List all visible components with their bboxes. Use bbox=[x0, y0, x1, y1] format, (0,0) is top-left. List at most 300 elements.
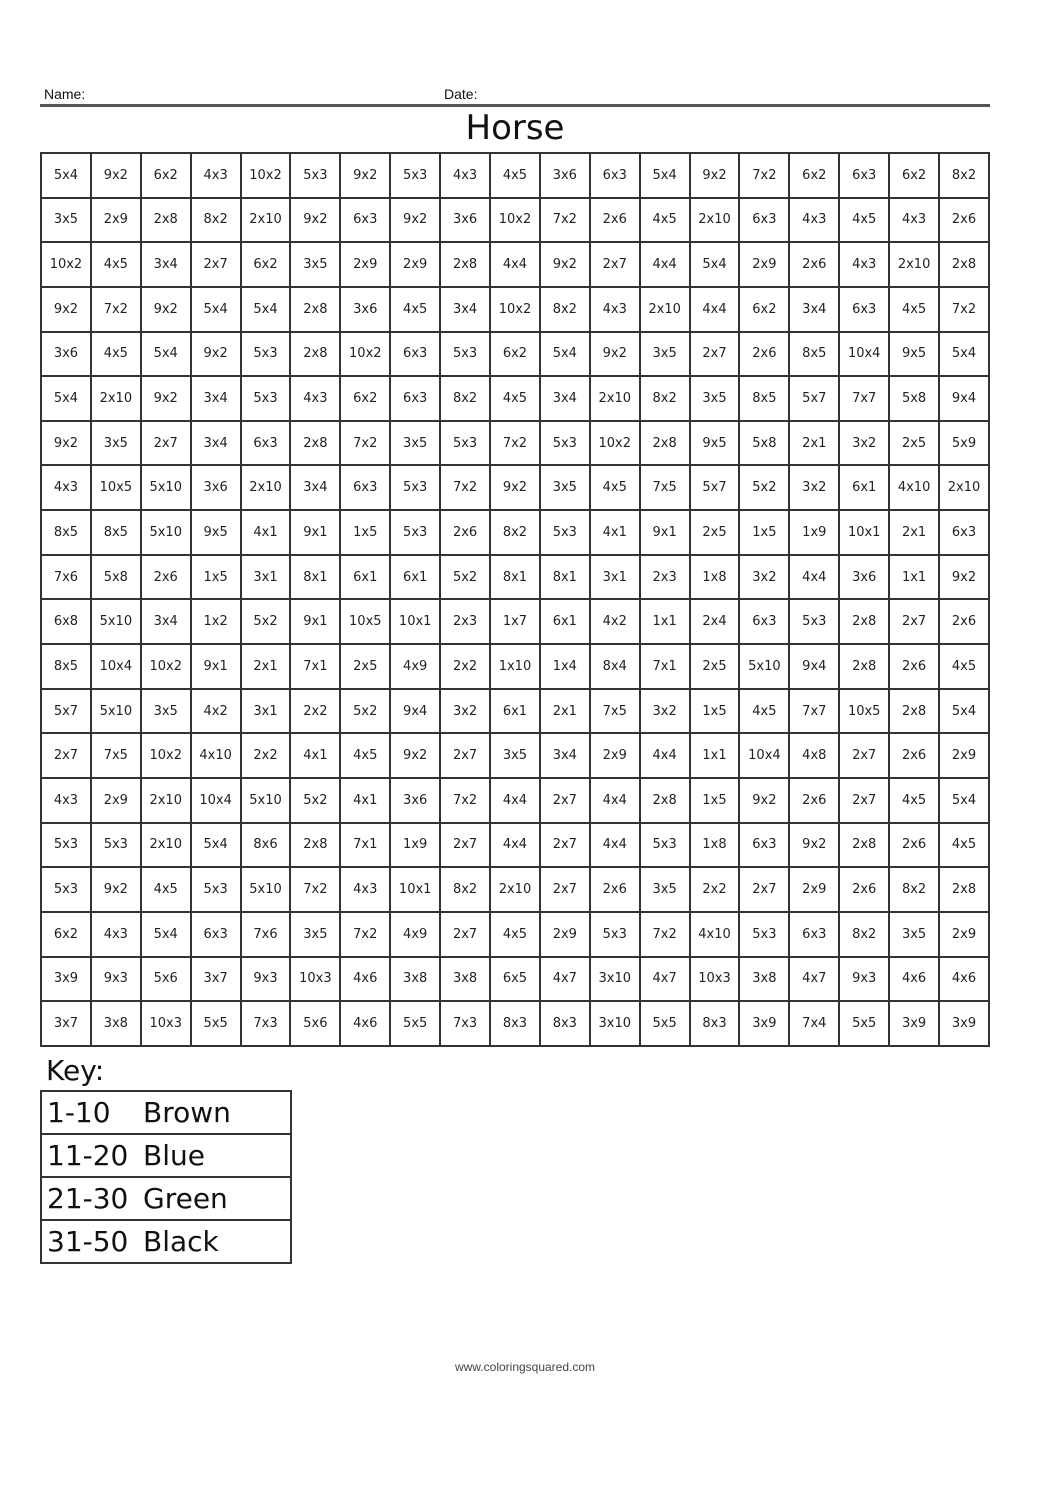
grid-cell: 4x2 bbox=[191, 689, 241, 734]
grid-row bbox=[41, 733, 989, 778]
grid-cell: 6x1 bbox=[490, 689, 540, 734]
grid-cell: 3x5 bbox=[141, 689, 191, 734]
grid-cell: 5x4 bbox=[640, 153, 690, 198]
grid-cell: 4x4 bbox=[690, 287, 740, 332]
grid-cell: 2x3 bbox=[640, 555, 690, 600]
grid-cell: 4x5 bbox=[839, 198, 889, 243]
grid-cell: 5x3 bbox=[590, 912, 640, 957]
grid-cell: 2x9 bbox=[91, 198, 141, 243]
grid-cell: 6x2 bbox=[241, 242, 291, 287]
grid-cell: 10x4 bbox=[739, 733, 789, 778]
grid-cell: 1x5 bbox=[690, 689, 740, 734]
grid-cell: 4x5 bbox=[939, 823, 989, 868]
grid-cell: 9x5 bbox=[889, 332, 939, 377]
key-row bbox=[41, 1177, 291, 1220]
grid-cell: 6x3 bbox=[839, 153, 889, 198]
grid-cell: 10x2 bbox=[141, 733, 191, 778]
grid-cell: 4x5 bbox=[640, 198, 690, 243]
grid-cell: 2x7 bbox=[690, 332, 740, 377]
grid-cell: 9x2 bbox=[939, 555, 989, 600]
key-color: Blue bbox=[143, 1139, 205, 1172]
grid-cell: 2x7 bbox=[141, 421, 191, 466]
grid-cell: 2x6 bbox=[839, 867, 889, 912]
grid-cell: 1x8 bbox=[690, 555, 740, 600]
grid-cell: 3x5 bbox=[640, 332, 690, 377]
grid-cell: 6x3 bbox=[739, 198, 789, 243]
grid-cell: 4x4 bbox=[640, 242, 690, 287]
grid-cell: 9x2 bbox=[191, 332, 241, 377]
grid-cell: 5x3 bbox=[41, 823, 91, 868]
grid-cell: 1x1 bbox=[640, 599, 690, 644]
grid-cell: 1x5 bbox=[340, 510, 390, 555]
grid-cell: 3x10 bbox=[590, 1001, 640, 1046]
name-label: Name: bbox=[44, 86, 86, 102]
grid-row bbox=[41, 644, 989, 689]
grid-cell: 5x4 bbox=[690, 242, 740, 287]
grid-cell: 7x2 bbox=[290, 867, 340, 912]
grid-cell: 2x8 bbox=[939, 867, 989, 912]
grid-cell: 5x10 bbox=[241, 867, 291, 912]
grid-cell: 5x3 bbox=[241, 376, 291, 421]
grid-cell: 3x5 bbox=[690, 376, 740, 421]
grid-cell: 6x3 bbox=[340, 198, 390, 243]
grid-cell: 3x9 bbox=[739, 1001, 789, 1046]
grid-cell: 9x3 bbox=[241, 957, 291, 1002]
grid-cell: 3x6 bbox=[340, 287, 390, 332]
grid-cell: 4x6 bbox=[340, 957, 390, 1002]
grid-row bbox=[41, 287, 989, 332]
grid-cell: 5x3 bbox=[241, 332, 291, 377]
grid-cell: 4x5 bbox=[390, 287, 440, 332]
grid-cell: 10x5 bbox=[839, 689, 889, 734]
grid-cell: 4x5 bbox=[141, 867, 191, 912]
grid-cell: 4x6 bbox=[889, 957, 939, 1002]
grid-cell: 5x7 bbox=[41, 689, 91, 734]
grid-cell: 8x5 bbox=[41, 510, 91, 555]
grid-cell: 2x5 bbox=[340, 644, 390, 689]
grid-cell: 2x5 bbox=[889, 421, 939, 466]
grid-cell: 8x2 bbox=[889, 867, 939, 912]
grid-cell: 3x4 bbox=[290, 465, 340, 510]
grid-cell: 9x2 bbox=[490, 465, 540, 510]
grid-row bbox=[41, 823, 989, 868]
grid-row bbox=[41, 242, 989, 287]
grid-cell: 6x1 bbox=[340, 555, 390, 600]
grid-cell: 2x7 bbox=[839, 778, 889, 823]
grid-cell: 3x9 bbox=[41, 957, 91, 1002]
grid-cell: 2x1 bbox=[789, 421, 839, 466]
grid-cell: 9x2 bbox=[141, 376, 191, 421]
grid-cell: 10x1 bbox=[390, 599, 440, 644]
grid-cell: 2x8 bbox=[640, 778, 690, 823]
grid-cell: 7x4 bbox=[789, 1001, 839, 1046]
grid-cell: 5x3 bbox=[440, 421, 490, 466]
grid-cell: 3x8 bbox=[440, 957, 490, 1002]
grid-cell: 9x2 bbox=[690, 153, 740, 198]
grid-cell: 8x3 bbox=[690, 1001, 740, 1046]
grid-cell: 4x3 bbox=[839, 242, 889, 287]
grid-cell: 9x2 bbox=[590, 332, 640, 377]
grid-cell: 2x10 bbox=[690, 198, 740, 243]
grid-cell: 9x2 bbox=[91, 867, 141, 912]
grid-cell: 3x2 bbox=[739, 555, 789, 600]
grid-cell: 4x1 bbox=[340, 778, 390, 823]
grid-cell: 3x4 bbox=[191, 376, 241, 421]
grid-cell: 1x9 bbox=[789, 510, 839, 555]
grid-cell: 6x5 bbox=[490, 957, 540, 1002]
grid-cell: 5x3 bbox=[640, 823, 690, 868]
grid-cell: 3x4 bbox=[540, 733, 590, 778]
grid-cell: 1x5 bbox=[690, 778, 740, 823]
grid-cell: 2x2 bbox=[241, 733, 291, 778]
grid-cell: 8x2 bbox=[839, 912, 889, 957]
grid-cell: 2x8 bbox=[839, 599, 889, 644]
grid-cell: 2x9 bbox=[91, 778, 141, 823]
grid-cell: 7x2 bbox=[91, 287, 141, 332]
key-range: 1-10 bbox=[47, 1096, 111, 1129]
grid-cell: 9x5 bbox=[191, 510, 241, 555]
grid-cell: 5x5 bbox=[640, 1001, 690, 1046]
grid-cell: 3x6 bbox=[41, 332, 91, 377]
grid-cell: 4x5 bbox=[490, 376, 540, 421]
grid-cell: 6x1 bbox=[390, 555, 440, 600]
grid-cell: 10x2 bbox=[490, 287, 540, 332]
grid-cell: 4x8 bbox=[789, 733, 839, 778]
grid-cell: 5x3 bbox=[41, 867, 91, 912]
grid-cell: 5x5 bbox=[390, 1001, 440, 1046]
grid-cell: 7x2 bbox=[340, 912, 390, 957]
grid-cell: 9x2 bbox=[739, 778, 789, 823]
grid-cell: 10x1 bbox=[839, 510, 889, 555]
key-range: 11-20 bbox=[47, 1139, 129, 1172]
grid-cell: 4x4 bbox=[490, 778, 540, 823]
key-range: 21-30 bbox=[47, 1182, 129, 1215]
grid-cell: 5x6 bbox=[290, 1001, 340, 1046]
grid-cell: 2x8 bbox=[939, 242, 989, 287]
grid-cell: 2x7 bbox=[839, 733, 889, 778]
grid-cell: 4x5 bbox=[739, 689, 789, 734]
grid-cell: 2x8 bbox=[290, 421, 340, 466]
grid-cell: 3x4 bbox=[440, 287, 490, 332]
grid-cell: 7x2 bbox=[939, 287, 989, 332]
grid-cell: 2x9 bbox=[340, 242, 390, 287]
grid-cell: 3x9 bbox=[939, 1001, 989, 1046]
grid-cell: 3x4 bbox=[789, 287, 839, 332]
grid-cell: 2x7 bbox=[739, 867, 789, 912]
grid-cell: 5x7 bbox=[690, 465, 740, 510]
grid-cell: 7x7 bbox=[839, 376, 889, 421]
grid-cell: 7x7 bbox=[789, 689, 839, 734]
grid-cell: 5x4 bbox=[191, 287, 241, 332]
grid-cell: 2x8 bbox=[839, 823, 889, 868]
grid-cell: 10x2 bbox=[340, 332, 390, 377]
grid-row bbox=[41, 1001, 989, 1046]
grid-cell: 1x4 bbox=[540, 644, 590, 689]
grid-cell: 5x10 bbox=[739, 644, 789, 689]
grid-cell: 5x3 bbox=[540, 510, 590, 555]
grid-cell: 2x9 bbox=[540, 912, 590, 957]
grid-cell: 2x4 bbox=[690, 599, 740, 644]
grid-cell: 3x5 bbox=[640, 867, 690, 912]
grid-cell: 5x3 bbox=[440, 332, 490, 377]
grid-cell: 4x5 bbox=[490, 912, 540, 957]
grid-cell: 8x6 bbox=[241, 823, 291, 868]
grid-cell: 4x5 bbox=[490, 153, 540, 198]
grid-cell: 8x2 bbox=[440, 867, 490, 912]
grid-cell: 3x7 bbox=[41, 1001, 91, 1046]
grid-cell: 5x4 bbox=[141, 332, 191, 377]
grid-cell: 7x3 bbox=[241, 1001, 291, 1046]
grid-cell: 5x2 bbox=[739, 465, 789, 510]
grid-cell: 1x10 bbox=[490, 644, 540, 689]
grid-cell: 4x1 bbox=[241, 510, 291, 555]
grid-cell: 3x10 bbox=[590, 957, 640, 1002]
grid-cell: 2x7 bbox=[590, 242, 640, 287]
grid-cell: 4x5 bbox=[340, 733, 390, 778]
grid-cell: 10x1 bbox=[390, 867, 440, 912]
grid-cell: 2x6 bbox=[889, 733, 939, 778]
grid-cell: 5x3 bbox=[91, 823, 141, 868]
grid-cell: 2x6 bbox=[141, 555, 191, 600]
footer-url: www.coloringsquared.com bbox=[454, 1360, 596, 1374]
grid-cell: 2x10 bbox=[91, 376, 141, 421]
grid-cell: 6x3 bbox=[839, 287, 889, 332]
grid-cell: 6x2 bbox=[889, 153, 939, 198]
grid-cell: 5x3 bbox=[390, 465, 440, 510]
grid-cell: 2x6 bbox=[590, 198, 640, 243]
grid-cell: 2x9 bbox=[390, 242, 440, 287]
grid-cell: 8x1 bbox=[290, 555, 340, 600]
grid-cell: 6x2 bbox=[739, 287, 789, 332]
grid-cell: 2x3 bbox=[440, 599, 490, 644]
grid-cell: 6x2 bbox=[41, 912, 91, 957]
grid-cell: 4x3 bbox=[41, 778, 91, 823]
grid-cell: 4x4 bbox=[490, 823, 540, 868]
grid-cell: 7x6 bbox=[241, 912, 291, 957]
grid-cell: 3x1 bbox=[241, 555, 291, 600]
grid-cell: 10x3 bbox=[141, 1001, 191, 1046]
grid-cell: 2x9 bbox=[739, 242, 789, 287]
grid-row bbox=[41, 689, 989, 734]
grid-cell: 8x2 bbox=[540, 287, 590, 332]
grid-cell: 2x10 bbox=[241, 465, 291, 510]
grid-cell: 1x5 bbox=[191, 555, 241, 600]
grid-cell: 2x10 bbox=[889, 242, 939, 287]
grid-cell: 10x4 bbox=[839, 332, 889, 377]
grid-cell: 10x2 bbox=[590, 421, 640, 466]
grid-cell: 5x10 bbox=[91, 599, 141, 644]
grid-cell: 4x7 bbox=[640, 957, 690, 1002]
grid-cell: 4x5 bbox=[91, 332, 141, 377]
grid-cell: 9x1 bbox=[290, 599, 340, 644]
grid-cell: 7x6 bbox=[41, 555, 91, 600]
grid-cell: 5x3 bbox=[290, 153, 340, 198]
grid-cell: 4x5 bbox=[889, 778, 939, 823]
grid-cell: 6x2 bbox=[340, 376, 390, 421]
grid-cell: 2x5 bbox=[690, 644, 740, 689]
grid-cell: 2x8 bbox=[290, 823, 340, 868]
grid-row bbox=[41, 555, 989, 600]
grid-cell: 8x2 bbox=[440, 376, 490, 421]
grid-cell: 4x7 bbox=[789, 957, 839, 1002]
grid-cell: 6x2 bbox=[490, 332, 540, 377]
key-color: Green bbox=[143, 1182, 228, 1215]
grid-cell: 2x7 bbox=[440, 823, 490, 868]
grid-cell: 2x2 bbox=[440, 644, 490, 689]
grid-cell: 9x2 bbox=[141, 287, 191, 332]
grid-cell: 4x4 bbox=[789, 555, 839, 600]
grid-row bbox=[41, 867, 989, 912]
grid-cell: 10x2 bbox=[490, 198, 540, 243]
grid-cell: 7x5 bbox=[91, 733, 141, 778]
grid-cell: 6x3 bbox=[739, 823, 789, 868]
grid-cell: 4x2 bbox=[590, 599, 640, 644]
grid-cell: 2x8 bbox=[889, 689, 939, 734]
grid-cell: 2x10 bbox=[939, 465, 989, 510]
grid-row bbox=[41, 599, 989, 644]
grid-cell: 4x6 bbox=[939, 957, 989, 1002]
grid-cell: 3x6 bbox=[839, 555, 889, 600]
key-color: Black bbox=[143, 1225, 219, 1258]
grid-cell: 5x9 bbox=[939, 421, 989, 466]
grid-cell: 4x4 bbox=[590, 823, 640, 868]
grid-cell: 3x5 bbox=[41, 198, 91, 243]
grid-cell: 4x10 bbox=[690, 912, 740, 957]
grid-cell: 6x3 bbox=[241, 421, 291, 466]
grid-cell: 2x6 bbox=[939, 198, 989, 243]
grid-cell: 4x1 bbox=[290, 733, 340, 778]
grid-cell: 2x7 bbox=[889, 599, 939, 644]
grid-cell: 2x7 bbox=[440, 912, 490, 957]
grid-cell: 4x3 bbox=[590, 287, 640, 332]
grid-cell: 5x8 bbox=[739, 421, 789, 466]
grid-cell: 5x3 bbox=[540, 421, 590, 466]
grid-cell: 9x4 bbox=[390, 689, 440, 734]
grid-cell: 8x3 bbox=[540, 1001, 590, 1046]
grid-cell: 2x8 bbox=[141, 198, 191, 243]
grid-cell: 2x8 bbox=[839, 644, 889, 689]
grid-cell: 7x2 bbox=[340, 421, 390, 466]
grid-cell: 10x2 bbox=[41, 242, 91, 287]
grid-cell: 3x6 bbox=[390, 778, 440, 823]
grid-cell: 2x10 bbox=[590, 376, 640, 421]
grid-cell: 3x5 bbox=[889, 912, 939, 957]
grid-cell: 2x10 bbox=[141, 823, 191, 868]
grid-cell: 5x4 bbox=[939, 689, 989, 734]
grid-cell: 7x2 bbox=[540, 198, 590, 243]
grid-cell: 6x3 bbox=[939, 510, 989, 555]
grid-cell: 9x1 bbox=[640, 510, 690, 555]
grid-cell: 2x7 bbox=[540, 778, 590, 823]
grid-cell: 9x2 bbox=[91, 153, 141, 198]
grid-cell: 5x7 bbox=[789, 376, 839, 421]
grid-cell: 4x3 bbox=[889, 198, 939, 243]
grid-cell: 5x5 bbox=[839, 1001, 889, 1046]
grid-cell: 5x4 bbox=[141, 912, 191, 957]
grid-cell: 4x3 bbox=[91, 912, 141, 957]
grid-cell: 9x2 bbox=[390, 733, 440, 778]
grid-row bbox=[41, 376, 989, 421]
grid-cell: 2x9 bbox=[789, 867, 839, 912]
grid-cell: 6x3 bbox=[390, 332, 440, 377]
grid-cell: 8x4 bbox=[590, 644, 640, 689]
grid-cell: 9x4 bbox=[939, 376, 989, 421]
date-label: Date: bbox=[444, 86, 478, 102]
grid-cell: 1x9 bbox=[390, 823, 440, 868]
grid-cell: 10x5 bbox=[340, 599, 390, 644]
grid-cell: 1x7 bbox=[490, 599, 540, 644]
grid-cell: 3x8 bbox=[739, 957, 789, 1002]
grid-cell: 8x3 bbox=[490, 1001, 540, 1046]
grid-cell: 8x2 bbox=[640, 376, 690, 421]
grid-cell: 9x2 bbox=[41, 421, 91, 466]
grid-cell: 4x3 bbox=[191, 153, 241, 198]
grid-cell: 4x9 bbox=[390, 912, 440, 957]
grid-cell: 2x2 bbox=[290, 689, 340, 734]
grid-cell: 9x2 bbox=[789, 823, 839, 868]
grid-cell: 9x1 bbox=[191, 644, 241, 689]
grid-cell: 2x10 bbox=[490, 867, 540, 912]
grid-cell: 5x10 bbox=[91, 689, 141, 734]
grid-cell: 8x2 bbox=[191, 198, 241, 243]
grid-cell: 3x9 bbox=[889, 1001, 939, 1046]
grid-cell: 5x4 bbox=[939, 332, 989, 377]
key-row bbox=[41, 1091, 291, 1134]
grid-cell: 3x5 bbox=[540, 465, 590, 510]
grid-cell: 5x2 bbox=[241, 599, 291, 644]
grid-cell: 2x7 bbox=[540, 867, 590, 912]
grid-cell: 2x6 bbox=[889, 644, 939, 689]
grid-cell: 5x4 bbox=[191, 823, 241, 868]
grid-cell: 8x1 bbox=[540, 555, 590, 600]
grid-cell: 7x5 bbox=[640, 465, 690, 510]
grid-cell: 3x5 bbox=[290, 242, 340, 287]
grid-cell: 10x4 bbox=[191, 778, 241, 823]
grid-cell: 4x6 bbox=[340, 1001, 390, 1046]
grid-cell: 2x6 bbox=[889, 823, 939, 868]
grid-row bbox=[41, 153, 989, 198]
grid-row bbox=[41, 198, 989, 243]
key-cell bbox=[41, 1220, 291, 1263]
grid-row bbox=[41, 421, 989, 466]
grid-cell: 7x1 bbox=[290, 644, 340, 689]
grid-cell: 4x7 bbox=[540, 957, 590, 1002]
grid-cell: 5x2 bbox=[440, 555, 490, 600]
grid-cell: 2x7 bbox=[440, 733, 490, 778]
grid-cell: 2x6 bbox=[789, 778, 839, 823]
grid-cell: 5x4 bbox=[41, 376, 91, 421]
grid-cell: 2x5 bbox=[690, 510, 740, 555]
key-cell bbox=[41, 1091, 291, 1134]
grid-cell: 7x5 bbox=[590, 689, 640, 734]
grid-cell: 6x3 bbox=[340, 465, 390, 510]
grid-cell: 6x3 bbox=[390, 376, 440, 421]
grid-cell: 5x8 bbox=[91, 555, 141, 600]
grid-cell: 5x10 bbox=[241, 778, 291, 823]
grid-cell: 10x5 bbox=[91, 465, 141, 510]
grid-cell: 2x6 bbox=[590, 867, 640, 912]
grid-cell: 5x2 bbox=[340, 689, 390, 734]
grid-cell: 4x5 bbox=[939, 644, 989, 689]
grid-cell: 1x5 bbox=[739, 510, 789, 555]
grid-cell: 2x10 bbox=[241, 198, 291, 243]
grid-cell: 6x1 bbox=[839, 465, 889, 510]
grid-cell: 5x3 bbox=[739, 912, 789, 957]
grid-cell: 8x5 bbox=[789, 332, 839, 377]
grid-cell: 7x2 bbox=[440, 465, 490, 510]
grid-cell: 2x8 bbox=[290, 287, 340, 332]
grid-cell: 9x1 bbox=[290, 510, 340, 555]
